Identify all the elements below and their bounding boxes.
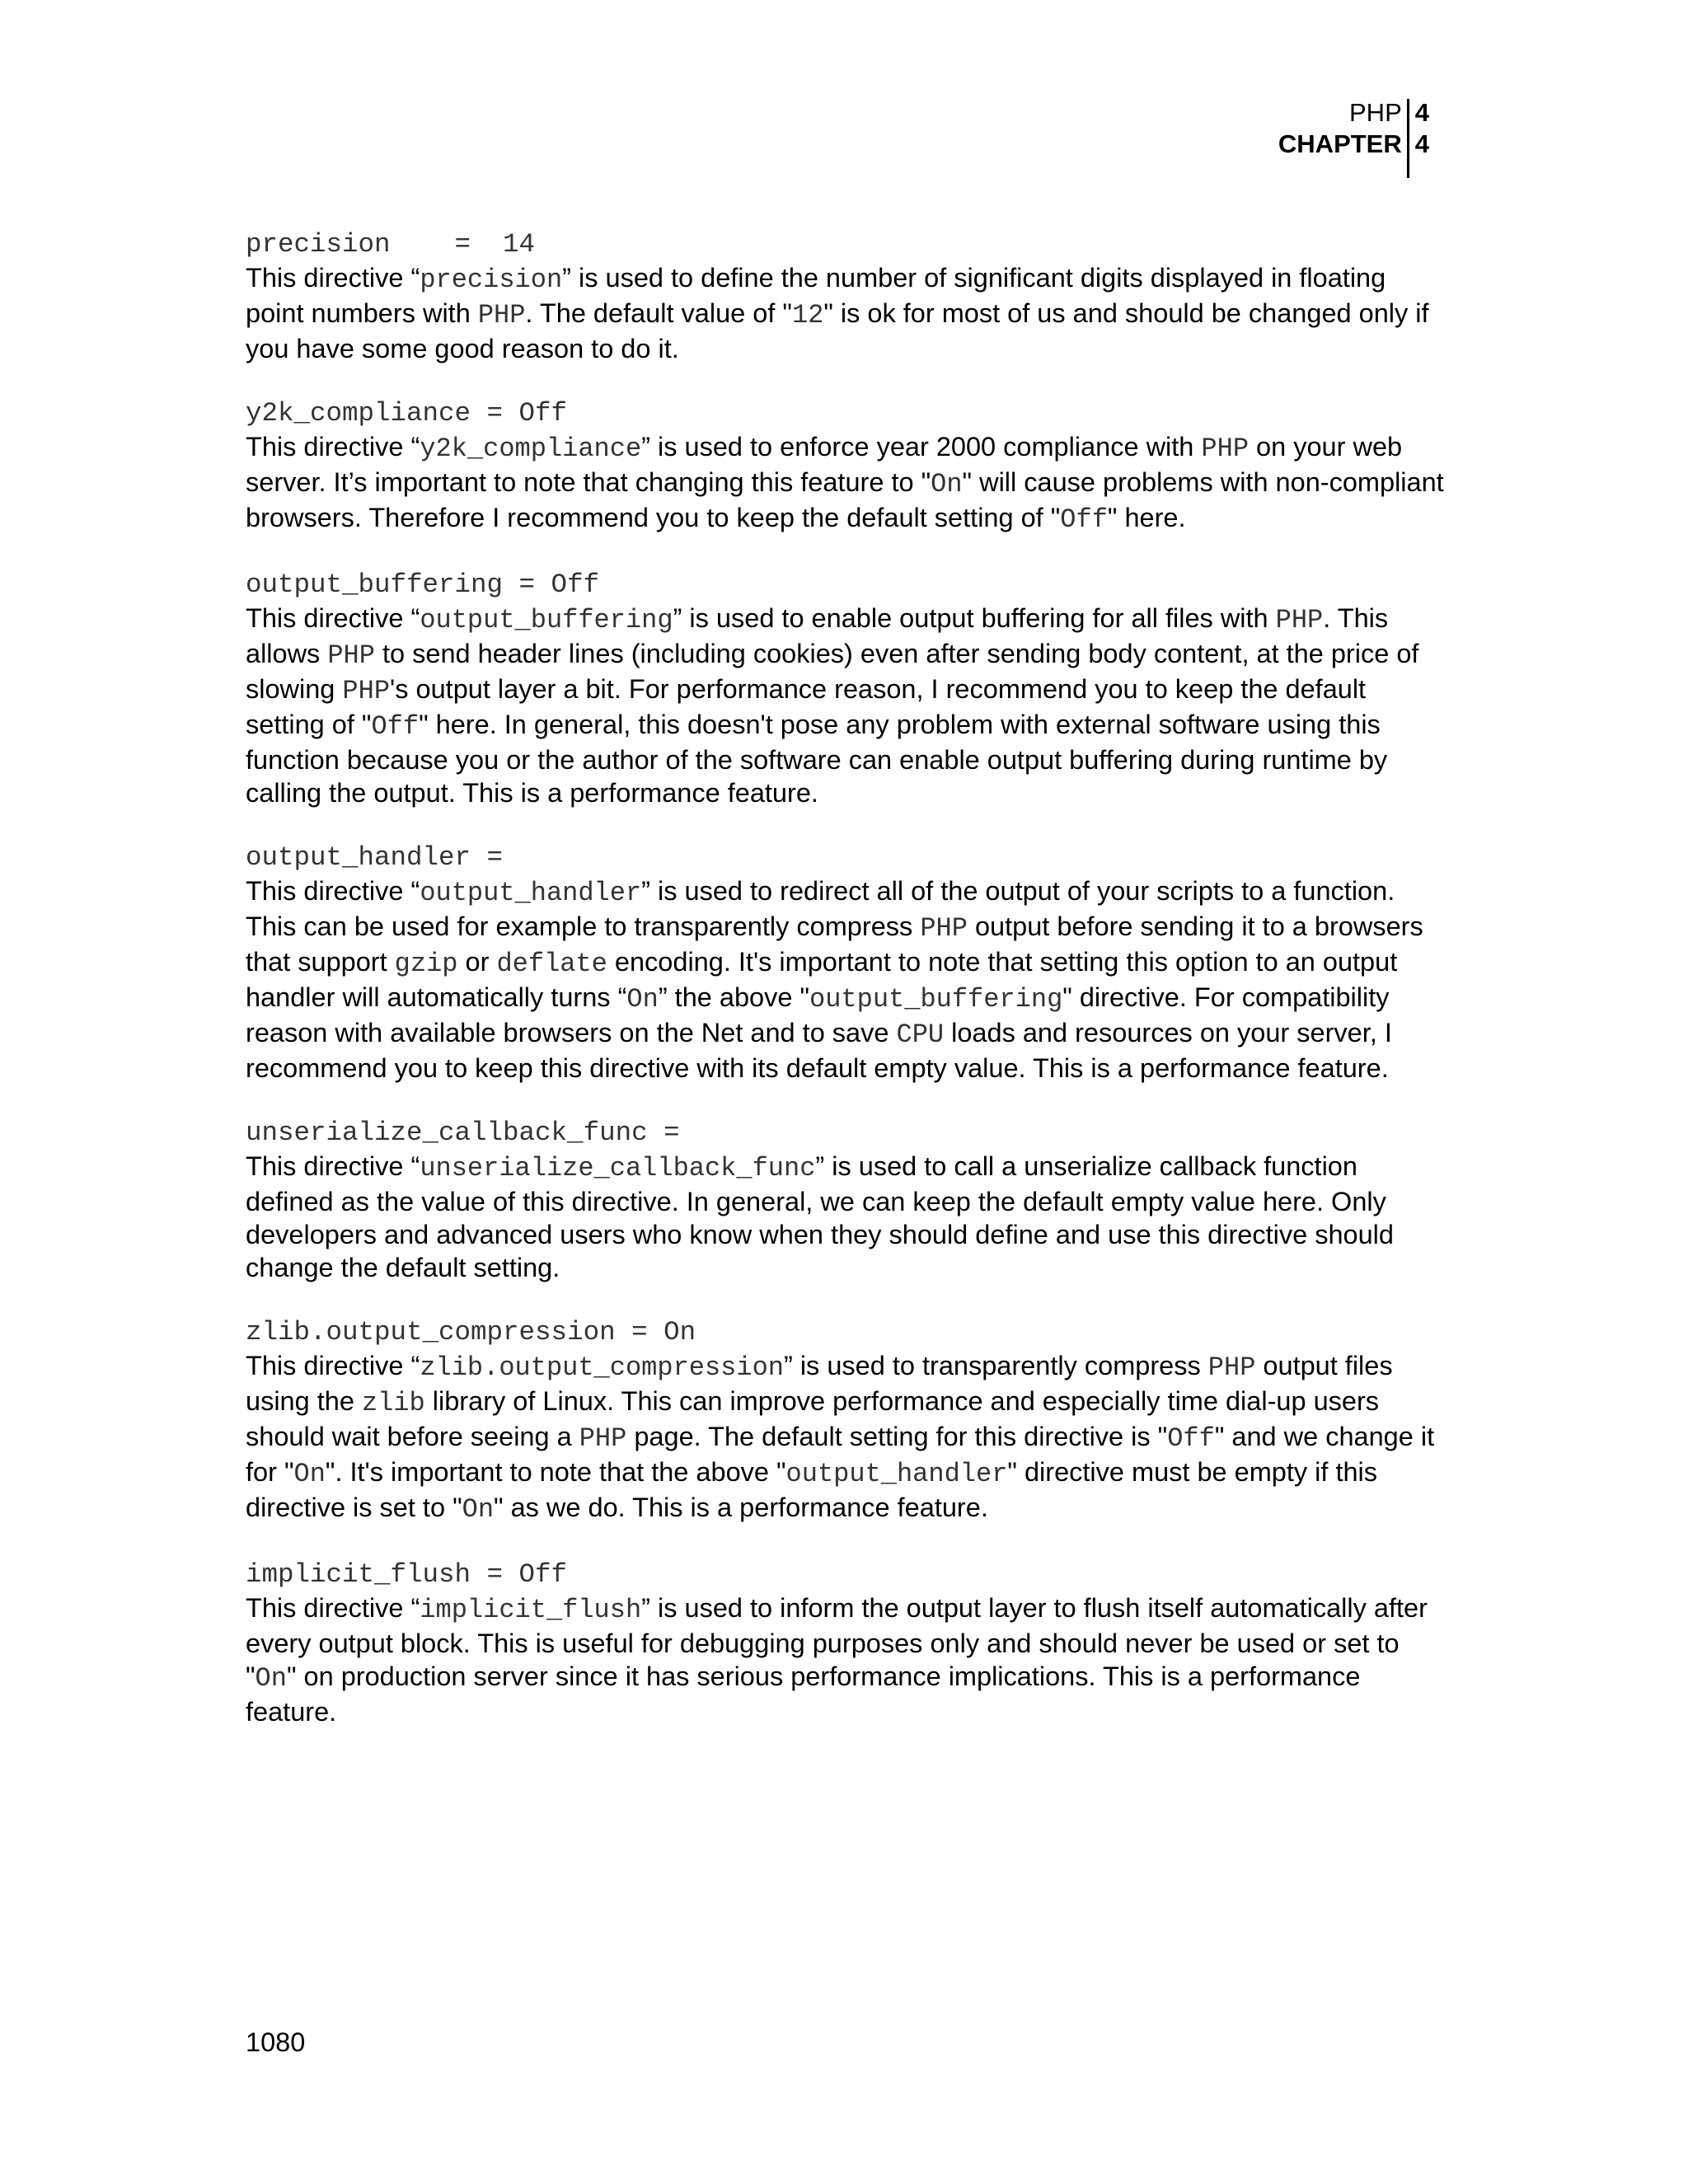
inline-code: On — [255, 1663, 287, 1694]
inline-code: PHP — [920, 913, 968, 944]
text-run: This directive “ — [246, 1151, 420, 1181]
text-run: " here. — [1107, 503, 1186, 532]
text-run: ” is used to inform the output layer to flush itself automatically after every output block. This is useful for debugging purposes only and should never be used or set to " — [246, 1593, 1428, 1691]
directive-code: output_handler = — [246, 842, 504, 873]
text-run: " will cause problems with non-compliant browsers. Therefore I recommend you to keep the default setting of " — [246, 467, 1444, 532]
inline-code: output_buffering — [809, 984, 1063, 1015]
inline-code: deflate — [496, 949, 607, 979]
chapter-label: CHAPTER — [1278, 129, 1402, 158]
header-labels — [1278, 97, 1407, 178]
text-run: encoding. It's important to note that setting this option to an output handler will automatically turns “ — [246, 947, 1398, 1012]
text-run: This directive “ — [246, 1593, 420, 1623]
inline-code: PHP — [1207, 1352, 1256, 1383]
inline-code: PHP — [327, 640, 375, 671]
directive-description — [246, 874, 1449, 1085]
text-run: loads and resources on your server, I recommend you to keep this directive with its default empty value. This is a performance feature. — [246, 1018, 1392, 1083]
text-run: " here. In general, this doesn't pose any problem with external software using this function because you or the author of the software can enable output buffering during runtime by calling the output. This is a performance feature. — [246, 710, 1388, 808]
directive-entry — [246, 569, 1449, 809]
chapter-number: 4 — [1414, 129, 1429, 158]
text-run: " is ok for most of us and should be changed only if you have some good reason to do it. — [246, 298, 1429, 363]
inline-code: PHP — [477, 300, 526, 330]
inline-code: CPU — [896, 1019, 945, 1050]
text-run: to send header lines (including cookies) even after sending body content, at the price of slowing — [246, 639, 1419, 704]
text-run: . This allows — [246, 603, 1389, 668]
directive-description — [246, 430, 1449, 537]
text-run: ” the above " — [658, 982, 810, 1012]
header-numbers — [1409, 97, 1429, 178]
section-number: 4 — [1414, 98, 1429, 127]
section-label: PHP — [1349, 98, 1402, 127]
page-body — [246, 228, 1449, 1760]
inline-code: Off — [1060, 504, 1108, 535]
inline-code: PHP — [1275, 605, 1324, 635]
inline-code: zlib.output_compression — [420, 1352, 784, 1383]
inline-code: On — [931, 469, 963, 499]
text-run: 's output layer a bit. For performance reason, I recommend you to keep the default setting of " — [246, 674, 1367, 739]
inline-code: zlib — [361, 1388, 425, 1418]
inline-code: PHP — [342, 676, 391, 706]
text-run: This directive “ — [246, 1351, 420, 1380]
directive-code: precision = 14 — [246, 229, 536, 260]
directive-entry — [246, 1558, 1449, 1728]
text-run: ” is used to call a unserialize callback function defined as the value of this directive. In general, we can keep the default empty value here. Only developers and advanced users who know when they should define and use this directive should change the default setting. — [246, 1151, 1394, 1282]
directive-entry — [246, 1117, 1449, 1284]
inline-code: precision — [420, 265, 563, 295]
text-run: ” is used to define the number of significant digits displayed in floating point numbers with — [246, 263, 1386, 328]
directive-code: zlib.output_compression = On — [246, 1317, 696, 1347]
directive-code: unserialize_callback_func = — [246, 1118, 680, 1148]
directive-code: y2k_compliance = Off — [246, 398, 568, 429]
inline-code: gzip — [394, 949, 458, 979]
directive-entry — [246, 1316, 1449, 1526]
inline-code: PHP — [1201, 434, 1250, 464]
text-run: or — [457, 947, 497, 977]
text-run: ” is used to redirect all of the output of your scripts to a function. This can be used for example to transparently compress — [246, 876, 1395, 941]
text-run: This directive “ — [246, 432, 420, 462]
page-number: 1080 — [246, 2027, 306, 2057]
text-run: page. The default setting for this directive is " — [626, 1422, 1168, 1451]
inline-code: unserialize_callback_func — [420, 1153, 816, 1183]
text-run: ". It's important to note that the above " — [325, 1457, 786, 1487]
inline-code: 12 — [791, 300, 824, 330]
text-run: library of Linux. This can improve performance and especially time dial-up users should wait before seeing a — [246, 1386, 1380, 1451]
inline-code: PHP — [579, 1423, 627, 1454]
inline-code: output_handler — [785, 1459, 1008, 1489]
running-header — [1278, 97, 1429, 178]
text-run: ” is used to enforce year 2000 compliance with — [641, 432, 1202, 462]
text-run: This directive “ — [246, 876, 420, 906]
inline-code: y2k_compliance — [420, 434, 642, 464]
inline-code: implicit_flush — [420, 1595, 642, 1625]
text-run: " as we do. This is a performance feature. — [494, 1493, 988, 1522]
inline-code: output_buffering — [420, 605, 673, 635]
text-run: output before sending it to a browsers that support — [246, 912, 1423, 977]
directive-code: implicit_flush = Off — [246, 1559, 568, 1590]
directive-entry — [246, 228, 1449, 365]
inline-code: Off — [371, 711, 420, 742]
text-run: " directive must be empty if this directive is set to " — [246, 1457, 1378, 1522]
inline-code: On — [626, 984, 659, 1015]
directive-description — [246, 1349, 1449, 1526]
text-run: on your web server. It’s important to note that changing this feature to " — [246, 432, 1403, 497]
text-run: This directive “ — [246, 263, 420, 293]
inline-code: On — [462, 1494, 495, 1525]
text-run: ” is used to transparently compress — [783, 1351, 1208, 1380]
directive-entry — [246, 841, 1449, 1085]
inline-code: On — [293, 1459, 326, 1489]
directive-description — [246, 602, 1449, 809]
text-run: " on production server since it has serious performance implications. This is a performance feature. — [246, 1661, 1361, 1727]
text-run: ” is used to enable output buffering for all files with — [673, 603, 1276, 633]
text-run: output files using the — [246, 1351, 1393, 1416]
text-run: . The default value of " — [525, 298, 792, 328]
text-run: " directive. For compatibility reason with available browsers on the Net and to save — [246, 982, 1390, 1047]
directive-description — [246, 1150, 1449, 1284]
directive-entry — [246, 397, 1449, 537]
text-run: " and we change it for " — [246, 1422, 1435, 1487]
directive-code: output_buffering = Off — [246, 569, 600, 600]
inline-code: output_handler — [420, 878, 642, 908]
text-run: This directive “ — [246, 603, 420, 633]
directive-description — [246, 261, 1449, 365]
inline-code: Off — [1167, 1423, 1215, 1454]
directive-description — [246, 1591, 1449, 1728]
